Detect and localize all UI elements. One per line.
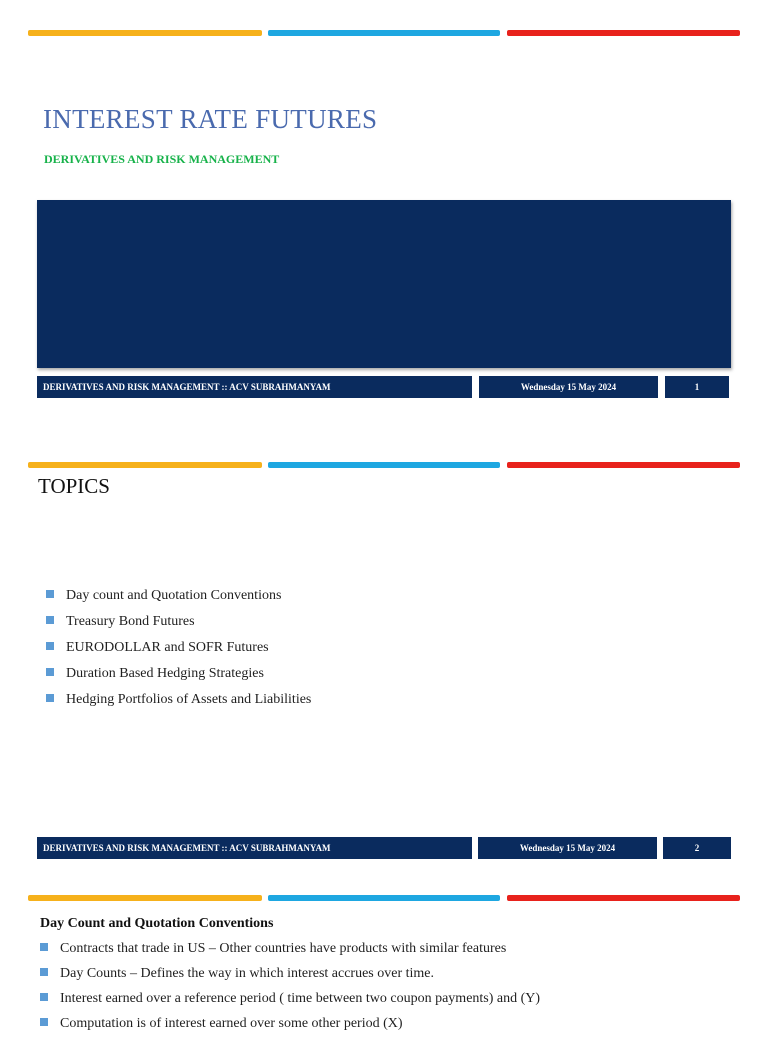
list-item-text: Hedging Portfolios of Assets and Liabilities — [66, 692, 312, 707]
slide-1-title: INTEREST RATE FUTURES — [43, 104, 378, 134]
slide-2-title: TOPICS — [38, 474, 110, 498]
list-item — [32, 1015, 540, 1040]
list-item-text: Day Counts – Defines the way in which interest accrues over time. — [60, 966, 435, 981]
yellow-accent-bar — [28, 895, 262, 901]
footer-page-number: 1 — [665, 376, 729, 398]
red-accent-bar — [507, 895, 740, 901]
footer-page-number: 2 — [663, 837, 731, 859]
conventions-list — [32, 940, 540, 1040]
list-item — [32, 940, 540, 965]
list-item — [32, 965, 540, 990]
list-item-text: Day count and Quotation Conventions — [66, 588, 282, 603]
list-item-text: EURODOLLAR and SOFR Futures — [66, 640, 269, 655]
slide-1-subtitle: DERIVATIVES AND RISK MANAGEMENT — [44, 152, 280, 166]
list-item-text: Treasury Bond Futures — [66, 614, 195, 629]
list-item — [32, 990, 540, 1015]
list-item-text: Computation is of interest earned over some other period (X) — [60, 1016, 403, 1031]
list-item-text: Contracts that trade in US – Other countries have products with similar features — [60, 941, 507, 956]
list-item-text: Interest earned over a reference period ( time between two coupon payments) and (Y) — [60, 991, 541, 1006]
footer-course-label: DERIVATIVES AND RISK MANAGEMENT :: ACV SUBRAHMANYAM — [37, 837, 472, 859]
square-bullet-icon — [40, 943, 48, 951]
slide-3-color-bars — [0, 895, 768, 901]
square-bullet-icon — [40, 968, 48, 976]
footer-date: Wednesday 15 May 2024 — [479, 376, 658, 398]
blue-accent-bar — [268, 895, 500, 901]
square-bullet-icon — [40, 993, 48, 1001]
list-item-text: Duration Based Hedging Strategies — [66, 666, 264, 681]
footer-date: Wednesday 15 May 2024 — [478, 837, 657, 859]
footer-course-label: DERIVATIVES AND RISK MANAGEMENT :: ACV SUBRAHMANYAM — [37, 376, 472, 398]
square-bullet-icon — [40, 1018, 48, 1026]
slide-3-title: Day Count and Quotation Conventions — [40, 916, 274, 931]
